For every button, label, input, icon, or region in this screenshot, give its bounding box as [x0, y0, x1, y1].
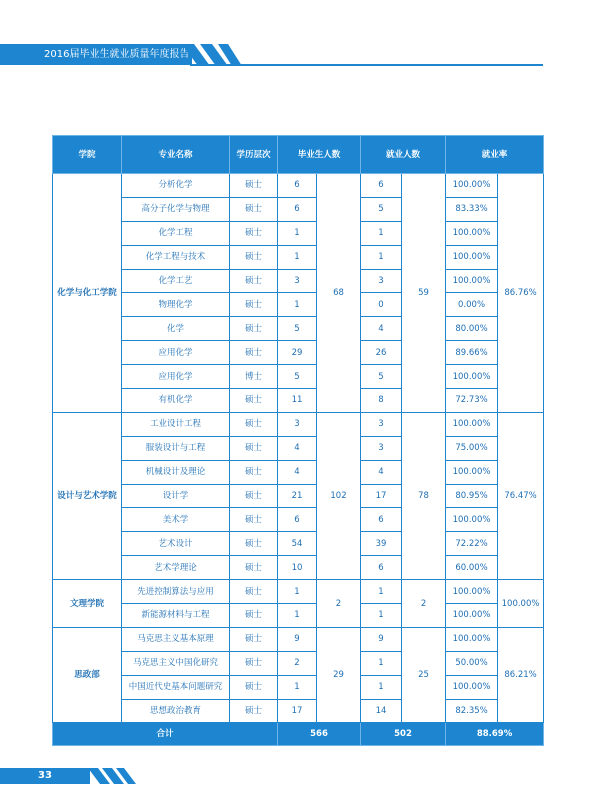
header-major: 专业名称	[122, 136, 230, 174]
major-rate: 60.00%	[446, 556, 498, 580]
degree-level: 硕士	[230, 341, 278, 365]
major-graduates: 29	[278, 341, 317, 365]
table-row	[53, 651, 544, 675]
college-rate: 100.00%	[498, 580, 544, 628]
degree-level: 硕士	[230, 221, 278, 245]
major-employed: 3	[361, 412, 402, 436]
major-employed: 8	[361, 389, 402, 413]
major-name: 分析化学	[122, 174, 230, 198]
major-rate: 80.95%	[446, 484, 498, 508]
degree-level: 硕士	[230, 174, 278, 198]
major-employed: 1	[361, 675, 402, 699]
major-rate: 75.00%	[446, 436, 498, 460]
major-name: 马克思主义基本原理	[122, 627, 230, 651]
college-name: 文理学院	[53, 580, 122, 628]
major-graduates: 6	[278, 174, 317, 198]
table-row	[53, 341, 544, 365]
major-employed: 1	[361, 221, 402, 245]
major-employed: 14	[361, 699, 402, 723]
degree-level: 硕士	[230, 532, 278, 556]
major-rate: 80.00%	[446, 317, 498, 341]
major-name: 思想政治教育	[122, 699, 230, 723]
major-rate: 83.33%	[446, 197, 498, 221]
degree-level: 硕士	[230, 556, 278, 580]
total-employed: 502	[361, 723, 446, 746]
major-name: 新能源材料与工程	[122, 604, 230, 628]
major-name: 艺术学理论	[122, 556, 230, 580]
major-graduates: 9	[278, 627, 317, 651]
major-employed: 4	[361, 460, 402, 484]
major-graduates: 17	[278, 699, 317, 723]
major-name: 设计学	[122, 484, 230, 508]
major-employed: 1	[361, 580, 402, 604]
degree-level: 硕士	[230, 484, 278, 508]
major-rate: 100.00%	[446, 365, 498, 389]
page-footer	[0, 766, 597, 786]
footer-stripes-decoration	[86, 766, 156, 786]
degree-level: 硕士	[230, 436, 278, 460]
table-row	[53, 556, 544, 580]
table-row	[53, 221, 544, 245]
major-name: 物理化学	[122, 293, 230, 317]
college-total-employed: 2	[402, 580, 446, 628]
major-graduates: 5	[278, 365, 317, 389]
major-name: 应用化学	[122, 365, 230, 389]
table-row	[53, 197, 544, 221]
major-employed: 39	[361, 532, 402, 556]
major-employed: 0	[361, 293, 402, 317]
total-rate: 88.69%	[446, 723, 544, 746]
table-row	[53, 174, 544, 198]
college-total-graduates: 68	[317, 174, 361, 413]
major-name: 中国近代史基本问题研究	[122, 675, 230, 699]
employment-table	[52, 135, 544, 746]
major-graduates: 1	[278, 604, 317, 628]
major-rate: 100.00%	[446, 174, 498, 198]
major-employed: 17	[361, 484, 402, 508]
degree-level: 博士	[230, 365, 278, 389]
major-employed: 3	[361, 436, 402, 460]
table-row	[53, 436, 544, 460]
major-employed: 26	[361, 341, 402, 365]
major-graduates: 4	[278, 460, 317, 484]
major-rate: 100.00%	[446, 675, 498, 699]
major-name: 化学	[122, 317, 230, 341]
major-graduates: 6	[278, 197, 317, 221]
degree-level: 硕士	[230, 508, 278, 532]
major-name: 艺术设计	[122, 532, 230, 556]
major-graduates: 1	[278, 221, 317, 245]
major-graduates: 10	[278, 556, 317, 580]
table-row	[53, 532, 544, 556]
degree-level: 硕士	[230, 460, 278, 484]
table-row	[53, 604, 544, 628]
major-rate: 0.00%	[446, 293, 498, 317]
college-total-employed: 25	[402, 627, 446, 723]
major-employed: 5	[361, 197, 402, 221]
major-rate: 100.00%	[446, 627, 498, 651]
page-number: 33	[38, 770, 52, 781]
major-rate: 100.00%	[446, 245, 498, 269]
major-name: 美术学	[122, 508, 230, 532]
header-degree: 学历层次	[230, 136, 278, 174]
table-row	[53, 508, 544, 532]
degree-level: 硕士	[230, 389, 278, 413]
page-header	[0, 40, 597, 70]
college-total-graduates: 2	[317, 580, 361, 628]
major-graduates: 11	[278, 389, 317, 413]
college-rate: 76.47%	[498, 412, 544, 579]
table-row	[53, 245, 544, 269]
major-rate: 82.35%	[446, 699, 498, 723]
college-name: 化学与化工学院	[53, 174, 122, 413]
degree-level: 硕士	[230, 197, 278, 221]
table-header-row	[53, 136, 544, 174]
degree-level: 硕士	[230, 412, 278, 436]
degree-level: 硕士	[230, 651, 278, 675]
table-row	[53, 293, 544, 317]
college-total-employed: 78	[402, 412, 446, 579]
major-rate: 100.00%	[446, 460, 498, 484]
major-name: 高分子化学与物理	[122, 197, 230, 221]
table-row	[53, 627, 544, 651]
report-title: 2016届毕业生就业质量年度报告	[44, 49, 190, 60]
degree-level: 硕士	[230, 580, 278, 604]
college-name: 思政部	[53, 627, 122, 723]
table-row	[53, 317, 544, 341]
degree-level: 硕士	[230, 699, 278, 723]
major-rate: 100.00%	[446, 508, 498, 532]
table-row	[53, 484, 544, 508]
major-graduates: 2	[278, 651, 317, 675]
major-name: 马克思主义中国化研究	[122, 651, 230, 675]
degree-level: 硕士	[230, 317, 278, 341]
table-row	[53, 675, 544, 699]
degree-level: 硕士	[230, 245, 278, 269]
major-rate: 100.00%	[446, 221, 498, 245]
table-row	[53, 580, 544, 604]
degree-level: 硕士	[230, 604, 278, 628]
major-graduates: 6	[278, 508, 317, 532]
major-employed: 1	[361, 604, 402, 628]
major-graduates: 21	[278, 484, 317, 508]
major-rate: 100.00%	[446, 604, 498, 628]
header-employed: 就业人数	[361, 136, 446, 174]
major-name: 应用化学	[122, 341, 230, 365]
major-graduates: 1	[278, 245, 317, 269]
major-name: 先进控制算法与应用	[122, 580, 230, 604]
major-graduates: 5	[278, 317, 317, 341]
header-graduates: 毕业生人数	[278, 136, 361, 174]
table-row	[53, 412, 544, 436]
major-employed: 6	[361, 556, 402, 580]
major-employed: 6	[361, 174, 402, 198]
college-rate: 86.76%	[498, 174, 544, 413]
degree-level: 硕士	[230, 269, 278, 293]
major-graduates: 3	[278, 269, 317, 293]
major-graduates: 4	[278, 436, 317, 460]
major-rate: 50.00%	[446, 651, 498, 675]
major-name: 服装设计与工程	[122, 436, 230, 460]
major-employed: 9	[361, 627, 402, 651]
major-employed: 4	[361, 317, 402, 341]
major-rate: 89.66%	[446, 341, 498, 365]
college-total-employed: 59	[402, 174, 446, 413]
table-row	[53, 365, 544, 389]
major-name: 化学工程	[122, 221, 230, 245]
college-name: 设计与艺术学院	[53, 412, 122, 579]
major-name: 有机化学	[122, 389, 230, 413]
major-name: 机械设计及理论	[122, 460, 230, 484]
major-graduates: 3	[278, 412, 317, 436]
degree-level: 硕士	[230, 675, 278, 699]
table-row	[53, 269, 544, 293]
major-name: 化学工程与技术	[122, 245, 230, 269]
table-row	[53, 389, 544, 413]
major-name: 化学工艺	[122, 269, 230, 293]
major-employed: 6	[361, 508, 402, 532]
major-rate: 100.00%	[446, 412, 498, 436]
degree-level: 硕士	[230, 293, 278, 317]
table-row	[53, 460, 544, 484]
total-row	[53, 723, 544, 746]
major-employed: 5	[361, 365, 402, 389]
major-graduates: 1	[278, 675, 317, 699]
header-rule	[190, 64, 543, 66]
major-name: 工业设计工程	[122, 412, 230, 436]
major-employed: 3	[361, 269, 402, 293]
major-graduates: 54	[278, 532, 317, 556]
major-employed: 1	[361, 245, 402, 269]
table-row	[53, 699, 544, 723]
major-rate: 72.73%	[446, 389, 498, 413]
college-total-graduates: 29	[317, 627, 361, 723]
major-graduates: 1	[278, 293, 317, 317]
major-rate: 100.00%	[446, 269, 498, 293]
degree-level: 硕士	[230, 627, 278, 651]
header-rate: 就业率	[446, 136, 544, 174]
college-rate: 86.21%	[498, 627, 544, 723]
total-label: 合计	[53, 723, 278, 746]
total-graduates: 566	[278, 723, 361, 746]
college-total-graduates: 102	[317, 412, 361, 579]
major-employed: 1	[361, 651, 402, 675]
major-rate: 72.22%	[446, 532, 498, 556]
table-body	[53, 174, 544, 723]
header-college: 学院	[53, 136, 122, 174]
major-graduates: 1	[278, 580, 317, 604]
major-rate: 100.00%	[446, 580, 498, 604]
